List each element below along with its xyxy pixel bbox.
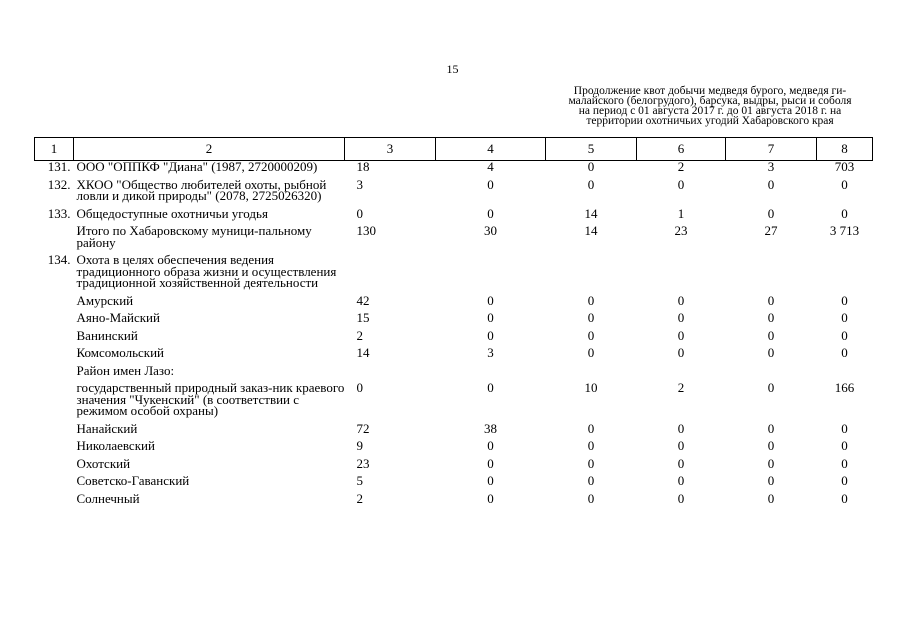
cell-col-8: 166 [834,380,855,395]
page-number: 15 [446,62,459,76]
cell-col-5: 0 [587,490,595,506]
row-name: Николаевский [76,438,155,453]
cell-col-7: 3 [767,159,775,174]
cell-col-5: 0 [587,438,595,453]
cell-col-8: 0 [841,455,848,471]
table-row [35,312,873,330]
cell-col-7: 0 [767,292,775,308]
cell-col-5: 0 [587,310,595,325]
table-row [35,382,873,423]
table-row [35,493,873,511]
row-number: 131. [47,159,71,174]
cell-col-5 [546,254,637,295]
cell-col-6: 0 [677,490,685,506]
cell-col-3: 15 [356,310,370,325]
row-number [35,330,74,348]
table-row [35,295,873,313]
cell-col-7: 0 [767,473,775,488]
row-name: Амурский [76,292,134,308]
table-row [35,179,873,208]
cell-col-5: 0 [587,327,595,343]
cell-col-8: 0 [841,205,848,221]
cell-col-4: 0 [487,473,494,488]
cell-col-5: 14 [584,223,598,238]
row-number [35,312,74,330]
cell-col-5: 0 [587,473,595,488]
cell-col-3: 18 [356,159,370,174]
row-name: Советско-Гаванский [76,473,190,488]
caption-line: малайского (белогрудого), барсука, выдры, рыси и соболя [568,95,852,107]
table-row [35,440,873,458]
cell-col-7: 0 [767,455,775,471]
cell-col-6: 0 [677,345,685,360]
column-header: 7 [726,138,817,161]
header-row [35,138,873,161]
cell-col-8: 3 713 [829,223,860,238]
table-row [35,225,873,254]
column-header: 8 [817,138,873,161]
cell-col-5: 10 [584,380,598,395]
column-header: 2 [74,138,345,161]
cell-col-8: 0 [841,473,848,488]
cell-col-6: 23 [674,223,688,238]
table-row [35,161,873,179]
cell-col-3: 130 [356,223,376,238]
cell-col-8: 0 [841,490,848,506]
cell-col-5: 0 [587,345,595,360]
cell-col-8: 0 [841,310,848,325]
table-caption [548,86,872,126]
cell-col-7: 0 [767,327,775,343]
cell-col-8: 0 [841,345,848,360]
cell-col-8: 0 [841,176,848,192]
cell-col-8: 0 [841,327,848,343]
row-name: ООО "ОППКФ "Диана" (1987, 2720000209) [76,159,318,174]
caption-line: территории охотничьих угодий Хабаровского края [586,115,834,127]
cell-col-5: 0 [587,455,595,471]
cell-col-7: 0 [767,345,775,360]
caption-line: Продолжение квот добычи медведя бурого, медведя ги- [573,85,847,97]
row-name: государственный природный заказ-ник краевого значения "Чукенский" (в соответствии с режимом особой охраны) [76,380,345,418]
row-number [35,475,74,493]
row-number [35,225,74,254]
row-number [35,347,74,365]
cell-col-3: 0 [356,380,363,395]
row-number [35,382,74,423]
quota-table [34,137,873,510]
cell-col-4: 0 [487,176,494,192]
row-name: ХКОО "Общество любителей охоты, рыбной ловли и дикой природы" (2078, 2725026320) [76,176,327,203]
caption-line: на период с 01 августа 2017 г. до 01 августа 2018 г. на [578,105,842,117]
row-number [35,365,74,383]
cell-col-4: 0 [487,327,494,343]
row-number [35,458,74,476]
cell-col-3: 72 [356,420,370,436]
cell-col-3: 23 [356,455,370,471]
column-header: 6 [637,138,726,161]
row-name: Ванинский [76,327,138,343]
cell-col-5: 0 [587,159,595,174]
cell-col-6: 0 [677,455,685,471]
cell-col-6: 0 [677,327,685,343]
cell-col-6: 0 [677,176,685,192]
cell-col-7: 0 [767,310,775,325]
cell-col-8: 703 [834,159,855,174]
cell-col-6: 0 [677,310,685,325]
cell-col-8 [817,254,873,295]
row-name: Нанайский [76,420,138,436]
cell-col-3 [345,254,436,295]
cell-col-4: 0 [487,490,494,506]
cell-col-6 [637,254,726,295]
row-name: Охотский [76,455,131,471]
cell-col-3: 3 [356,176,363,192]
cell-col-4 [436,254,546,295]
row-number: 132. [47,176,71,192]
cell-col-4: 0 [487,292,494,308]
cell-col-4: 0 [487,438,494,453]
cell-col-3: 42 [356,292,370,308]
cell-col-8: 0 [841,292,848,308]
table-row [35,254,873,295]
column-header: 1 [35,138,74,161]
cell-col-6: 0 [677,420,685,436]
row-name: Район имен Лазо: [76,362,175,378]
cell-col-4: 0 [487,310,494,325]
column-header: 5 [546,138,637,161]
cell-col-4: 3 [487,345,494,360]
cell-col-3: 2 [356,490,363,506]
cell-col-8: 0 [841,438,848,453]
cell-col-6: 0 [677,438,685,453]
cell-col-5: 0 [587,176,595,192]
table-header [35,138,873,161]
cell-col-3: 0 [356,205,363,221]
table-body [35,161,873,511]
cell-col-4: 30 [484,223,497,238]
cell-col-4: 38 [484,420,497,436]
cell-col-6: 2 [677,159,685,174]
cell-col-8: 0 [841,420,848,436]
row-name: Общедоступные охотничьи угодья [76,205,268,221]
cell-col-6: 2 [677,380,685,395]
table-row [35,423,873,441]
row-number [35,493,74,511]
cell-col-7: 0 [767,176,775,192]
row-number [35,440,74,458]
table-row [35,475,873,493]
cell-col-6: 0 [677,473,685,488]
column-header: 3 [345,138,436,161]
cell-col-6: 0 [677,292,685,308]
cell-col-4: 0 [487,380,494,395]
cell-col-7: 0 [767,205,775,221]
cell-col-3: 5 [356,473,363,488]
cell-col-7: 0 [767,490,775,506]
cell-col-3: 9 [356,438,363,453]
row-name: Охота в целях обеспечения ведения традиционного образа жизни и осуществления традиционной хозяйственной деятельности [76,252,337,290]
row-number [35,423,74,441]
row-name: Солнечный [76,490,140,506]
cell-col-7 [726,254,817,295]
table-row [35,347,873,365]
cell-col-4: 0 [487,455,494,471]
cell-col-5: 14 [584,205,598,221]
cell-col-7: 27 [764,223,778,238]
cell-col-4: 0 [487,205,494,221]
cell-col-7: 0 [767,420,775,436]
cell-col-3: 2 [356,327,363,343]
cell-col-6: 1 [677,205,685,221]
row-number: 134. [47,252,71,267]
row-name: Итого по Хабаровскому муници-пальному району [76,223,312,250]
cell-col-7: 0 [767,438,775,453]
column-header: 4 [436,138,546,161]
cell-col-3: 14 [356,345,370,360]
cell-col-5: 0 [587,420,595,436]
cell-col-5: 0 [587,292,595,308]
row-name: Комсомольский [76,345,164,360]
row-number: 133. [47,205,71,221]
cell-col-7: 0 [767,380,775,395]
row-number [35,295,74,313]
cell-col-4: 4 [487,159,494,174]
row-name: Аяно-Майский [76,310,160,325]
